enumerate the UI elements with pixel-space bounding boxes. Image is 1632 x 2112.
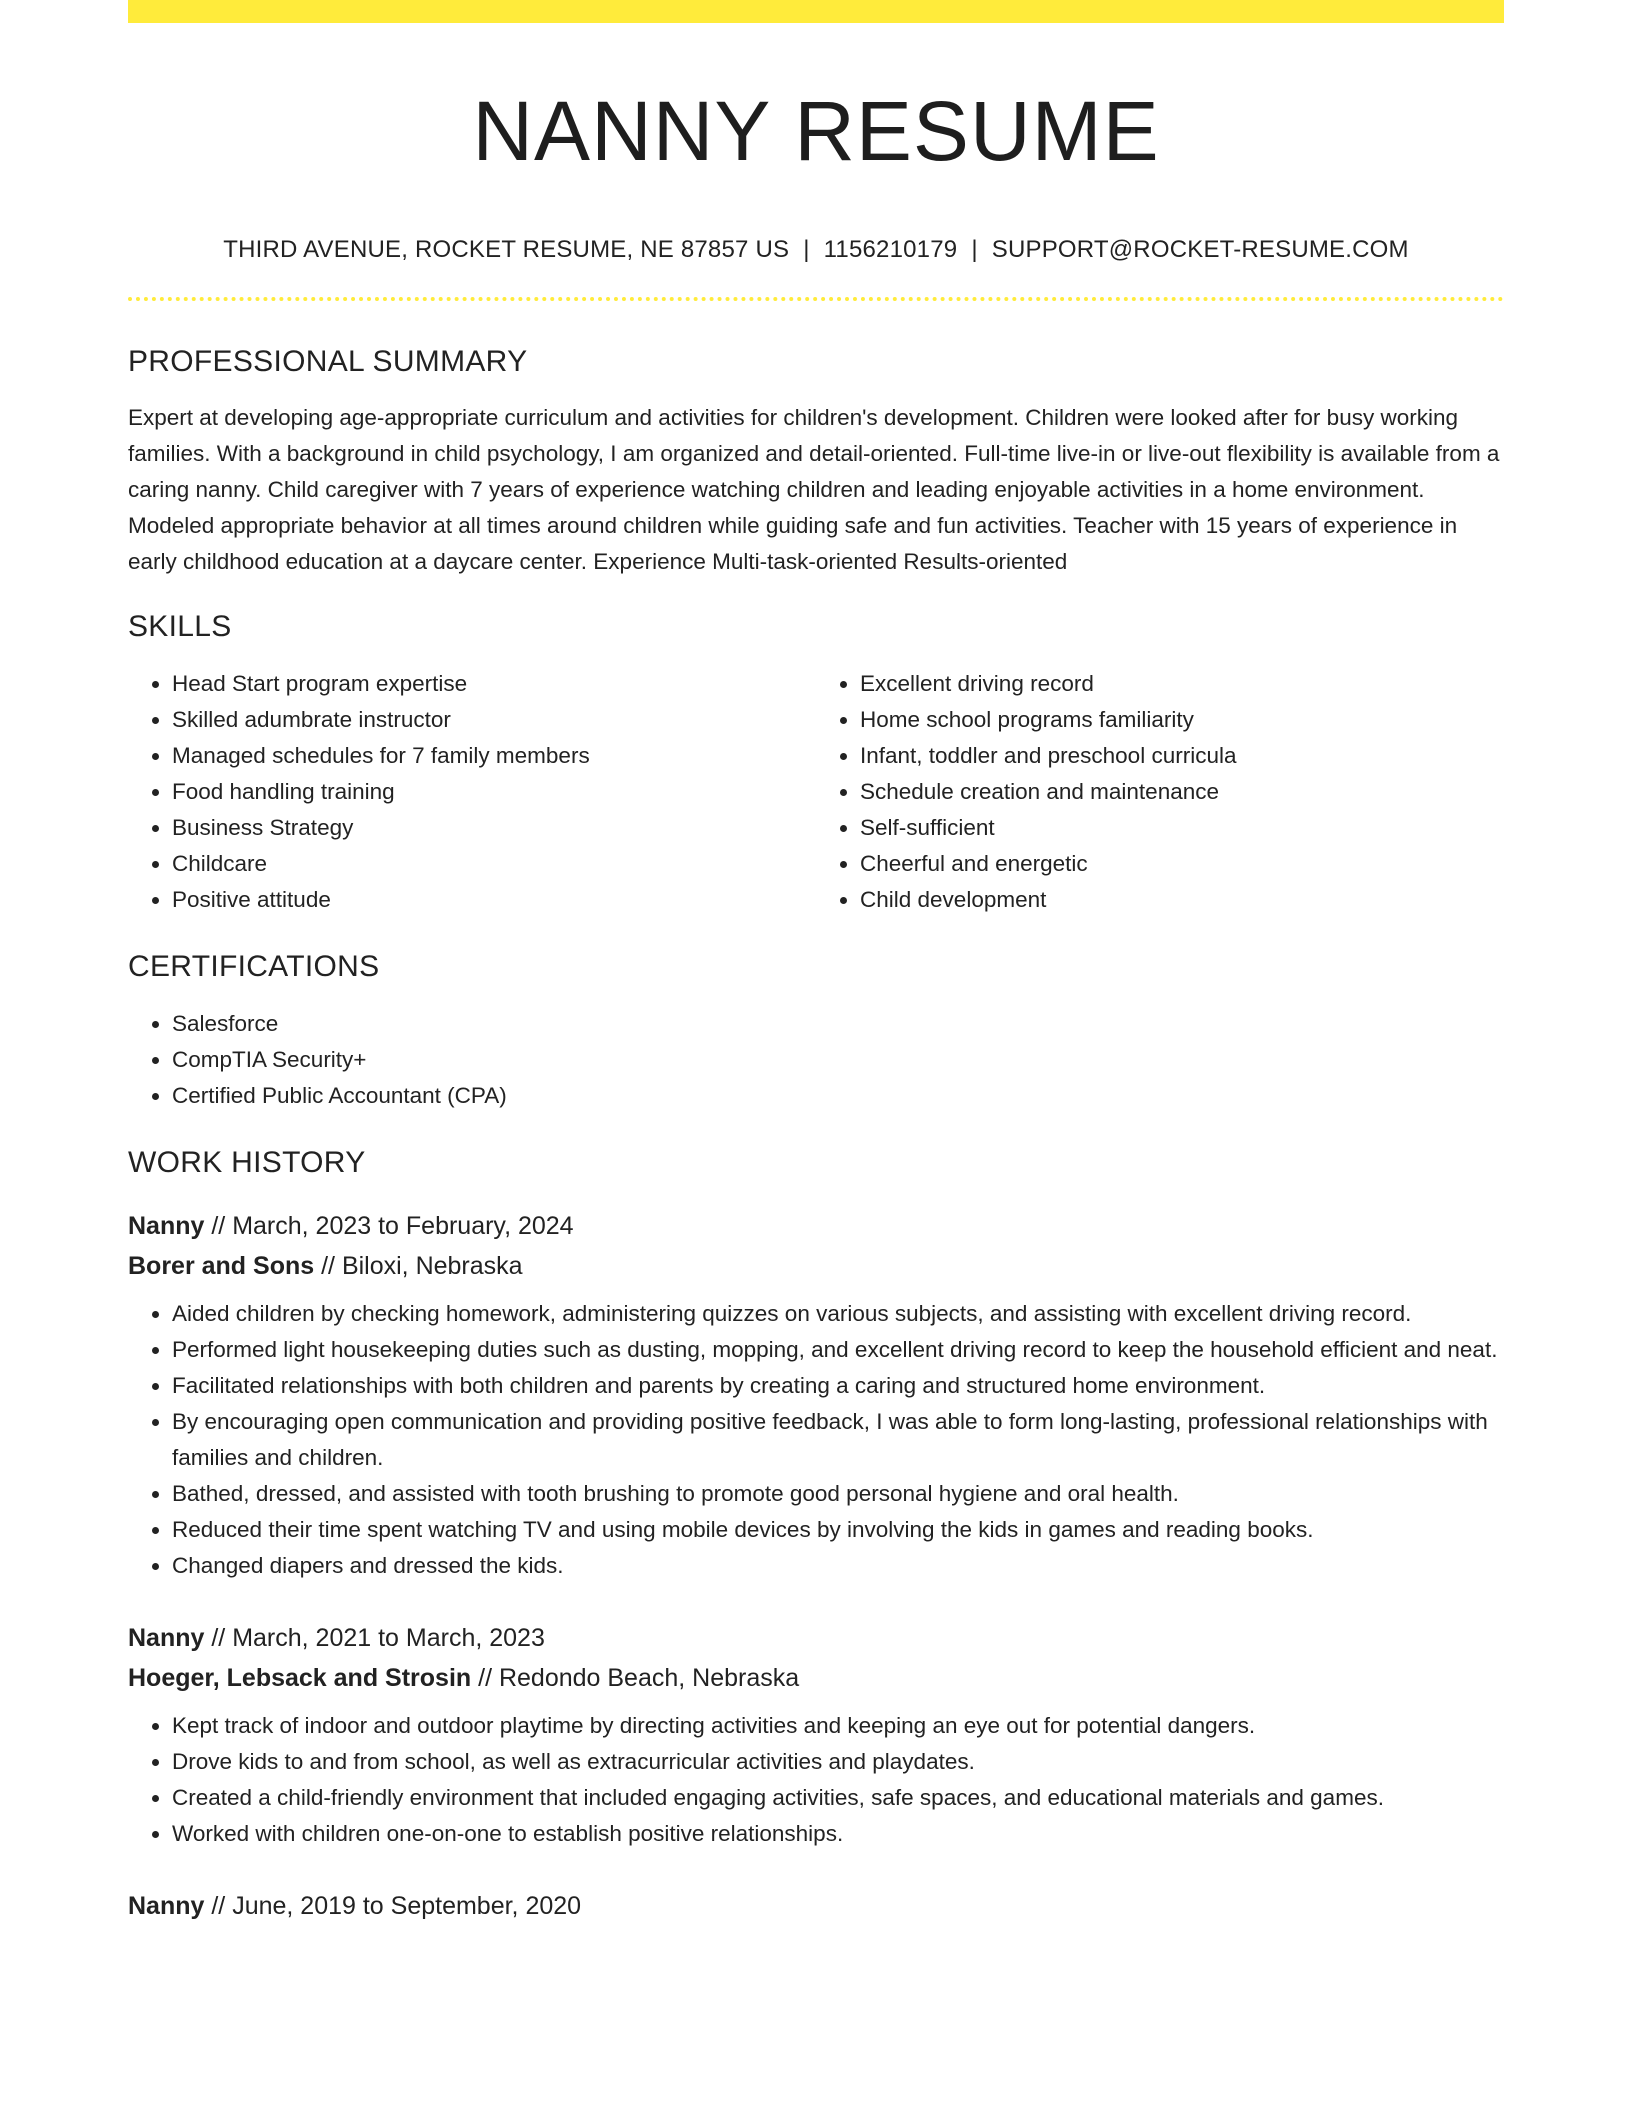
address: THIRD AVENUE, ROCKET RESUME, NE 87857 US: [223, 235, 790, 263]
skills-heading: SKILLS: [128, 609, 232, 643]
certification-item: • CompTIA Security+: [172, 1042, 1504, 1078]
skill-item: • Child development: [860, 882, 1504, 918]
job-dates: // March, 2021 to March, 2023: [204, 1623, 545, 1652]
skill-item: • Self-sufficient: [860, 810, 1504, 846]
skill-item: • Positive attitude: [172, 882, 816, 918]
skill-item: • Managed schedules for 7 family members: [172, 738, 816, 774]
job-title-line: [128, 1618, 1504, 1658]
skill-item: • Head Start program expertise: [172, 666, 816, 702]
summary-text: Expert at developing age-appropriate curriculum and activities for children's development. Children were looked after for busy working families. With a background in child psychology, I am organized and detail-oriented. Full-time live-in or live-out flexibility is available from a caring nanny. Child caregiver with 7 years of experience watching children and leading enjoyable activities in a home environment. Modeled appropriate behavior at all times around children while guiding safe and fun activities. Teacher with 15 years of experience in early childhood education at a daycare center. Experience Multi-task-oriented Results-oriented: [128, 404, 1500, 574]
job-dates: // March, 2023 to February, 2024: [204, 1211, 574, 1240]
job-company-line: [128, 1658, 1504, 1698]
skill-item: • Skilled adumbrate instructor: [172, 702, 816, 738]
job-title: Nanny: [128, 1211, 205, 1240]
skill-item: • Excellent driving record: [860, 666, 1504, 702]
job-entry: [128, 1206, 1504, 1584]
job-bullet: • Drove kids to and from school, as well as extracurricular activities and playdates.: [172, 1744, 1504, 1780]
resume-title: NANNY RESUME: [472, 84, 1160, 178]
skill-item: • Home school programs familiarity: [860, 702, 1504, 738]
job-bullets: [128, 1296, 1504, 1584]
job-location: // Redondo Beach, Nebraska: [471, 1663, 800, 1692]
skill-item: • Business Strategy: [172, 810, 816, 846]
skill-item: • Childcare: [172, 846, 816, 882]
skill-item: • Infant, toddler and preschool curricula: [860, 738, 1504, 774]
certification-item: • Salesforce: [172, 1006, 1504, 1042]
job-bullet: • By encouraging open communication and providing positive feedback, I was able to form long-lasting, professional relationships with families and children.: [172, 1404, 1504, 1476]
job-bullet: • Created a child-friendly environment that included engaging activities, safe spaces, and educational materials and games.: [172, 1780, 1504, 1816]
job-bullet: • Worked with children one-on-one to establish positive relationships.: [172, 1816, 1504, 1852]
summary-heading: PROFESSIONAL SUMMARY: [128, 344, 528, 378]
phone: 1156210179: [823, 235, 958, 263]
job-bullet: • Changed diapers and dressed the kids.: [172, 1548, 1504, 1584]
job-entry: [128, 1618, 1504, 1852]
certifications-list: [128, 1006, 1504, 1114]
skills-list-left: [128, 666, 816, 918]
job-location: // Biloxi, Nebraska: [314, 1251, 523, 1280]
skills-columns: [128, 666, 1504, 918]
certification-item: • Certified Public Accountant (CPA): [172, 1078, 1504, 1114]
certifications-heading: CERTIFICATIONS: [128, 949, 380, 983]
job-bullets: [128, 1708, 1504, 1852]
job-company: Hoeger, Lebsack and Strosin: [128, 1663, 472, 1692]
skill-item: • Food handling training: [172, 774, 816, 810]
job-dates: // June, 2019 to September, 2020: [204, 1891, 582, 1920]
work-history-heading: WORK HISTORY: [128, 1145, 366, 1179]
job-bullet: • Facilitated relationships with both children and parents by creating a caring and structured home environment.: [172, 1368, 1504, 1404]
resume-page: [128, 0, 1504, 1926]
separator: |: [971, 235, 978, 263]
job-bullet: • Bathed, dressed, and assisted with tooth brushing to promote good personal hygiene and oral health.: [172, 1476, 1504, 1512]
job-title-line: [128, 1206, 1504, 1246]
job-bullet: • Kept track of indoor and outdoor playtime by directing activities and keeping an eye out for potential dangers.: [172, 1708, 1504, 1744]
contact-line: [128, 236, 1504, 264]
skill-item: • Schedule creation and maintenance: [860, 774, 1504, 810]
job-entry: [128, 1886, 1504, 1926]
job-title-line: [128, 1886, 1504, 1926]
job-bullet: • Reduced their time spent watching TV and using mobile devices by involving the kids in games and reading books.: [172, 1512, 1504, 1548]
job-company-line: [128, 1246, 1504, 1286]
job-bullet: • Performed light housekeeping duties such as dusting, mopping, and excellent driving record to keep the household efficient and neat.: [172, 1332, 1504, 1368]
job-bullet: • Aided children by checking homework, administering quizzes on various subjects, and assisting with excellent driving record.: [172, 1296, 1504, 1332]
job-company: Borer and Sons: [128, 1251, 315, 1280]
top-accent-bar: [128, 0, 1504, 23]
dotted-divider: [128, 297, 1504, 301]
skill-item: • Cheerful and energetic: [860, 846, 1504, 882]
job-title: Nanny: [128, 1623, 205, 1652]
job-title: Nanny: [128, 1891, 205, 1920]
skills-list-right: [816, 666, 1504, 918]
separator: |: [803, 235, 810, 263]
email: SUPPORT@ROCKET-RESUME.COM: [991, 235, 1409, 263]
